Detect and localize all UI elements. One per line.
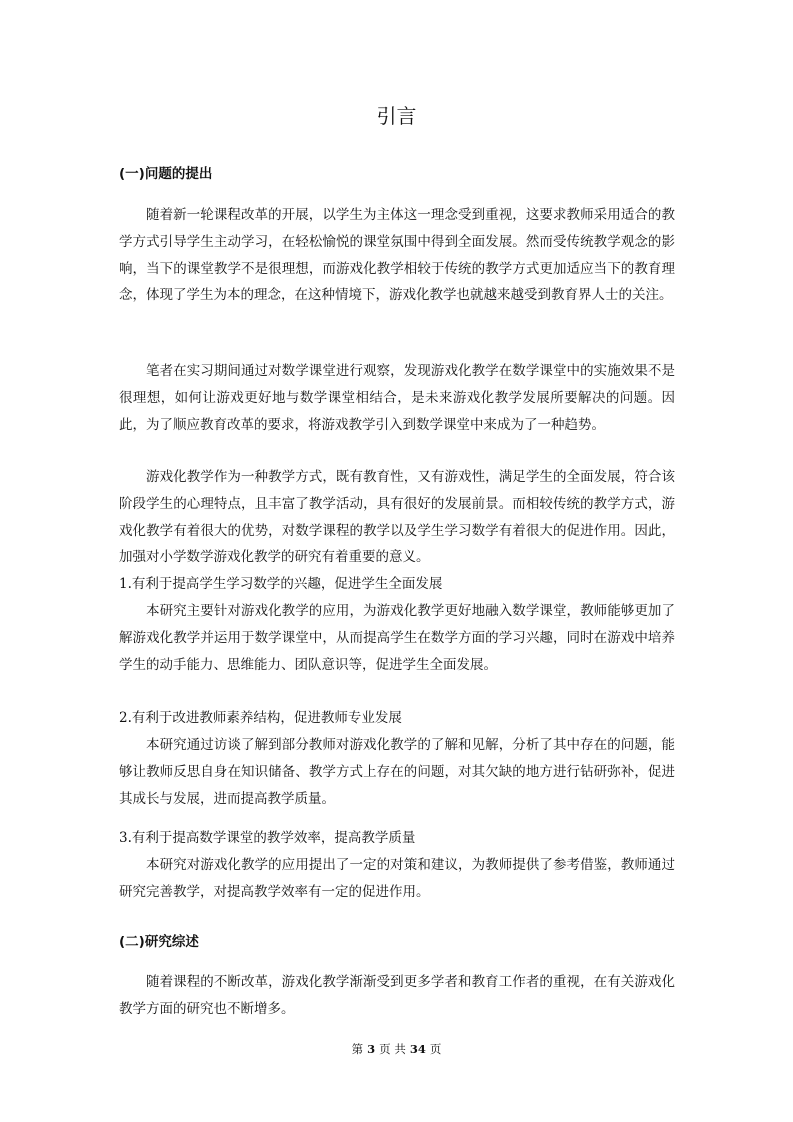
paragraph-intro-3: 游戏化教学作为一种教学方式，既有教育性，又有游戏性，满足学生的全面发展，符合该阶段学生的心理特点，且丰富了教学活动，具有很好的发展前景。而相较传统的教学方式，游戏化教学有着很大的优势，对数学课程的教学以及学生学习数学有着很大的促进作用。因此，加强对小学数学游戏化教学的研究有着重要的意义。 xyxy=(119,469,675,566)
paragraph-intro-2: 笔者在实习期间通过对数学课堂进行观察，发现游戏化教学在数学课堂中的实施效果不是很理想，如何让游戏更好地与数学课堂相结合，是未来游戏化教学发展所要解决的问题。因此，为了顺应教育改革的要求，将游戏教学引入到数学课堂中来成为了一种趋势。 xyxy=(119,363,675,433)
page-title: 引言 xyxy=(376,104,417,128)
subsection-text-3: 本研究对游戏化教学的应用提出了一定的对策和建议，为教师提供了参考借鉴，教师通过研究完善教学，对提高教学效率有一定的促进作用。 xyxy=(119,857,675,900)
page-footer xyxy=(0,1040,793,1058)
subsection-text-2: 本研究通过访谈了解到部分教师对游戏化教学的了解和见解，分析了其中存在的问题，能够让教师反思自身在知识储备、教学方式上存在的问题，对其欠缺的地方进行钻研弥补，促进其成长与发展，进而提高教学质量。 xyxy=(119,737,675,807)
subsection-heading-3: 3.有利于提高数学课堂的教学效率，提高教学质量 xyxy=(119,830,416,846)
section-heading-problem: (一)问题的提出 xyxy=(119,166,213,182)
section-heading-review: (二)研究综述 xyxy=(119,934,199,950)
paragraph-review-1: 随着课程的不断改革，游戏化教学渐渐受到更多学者和教育工作者的重视，在有关游戏化教学方面的研究也不断增多。 xyxy=(119,974,675,1017)
footer-prefix: 第 xyxy=(351,1042,364,1056)
subsection-heading-2: 2.有利于改进教师素养结构，促进教师专业发展 xyxy=(119,710,402,726)
footer-total-pages: 34 xyxy=(409,1042,426,1056)
subsection-text-1: 本研究主要针对游戏化教学的应用，为游戏化教学更好地融入数学课堂，教师能够更加了解游戏化教学并运用于数学课堂中，从而提高学生在数学方面的学习兴趣，同时在游戏中培养学生的动手能力、思维能力、团队意识等，促进学生全面发展。 xyxy=(119,603,675,673)
paragraph-intro-1: 随着新一轮课程改革的开展，以学生为主体这一理念受到重视，这要求教师采用适合的教学方式引导学生主动学习，在轻松愉悦的课堂氛围中得到全面发展。然而受传统教学观念的影响，当下的课堂教学不是很理想，而游戏化教学相较于传统的教学方式更加适应当下的教育理念，体现了学生为本的理念，在这种情境下，游戏化教学也就越来越受到教育界人士的关注。 xyxy=(119,207,675,304)
footer-suffix: 页 xyxy=(429,1042,442,1056)
footer-page-number: 3 xyxy=(367,1042,376,1056)
footer-middle: 页 共 xyxy=(379,1042,406,1056)
subsection-heading-1: 1.有利于提高学生学习数学的兴趣，促进学生全面发展 xyxy=(119,576,443,592)
